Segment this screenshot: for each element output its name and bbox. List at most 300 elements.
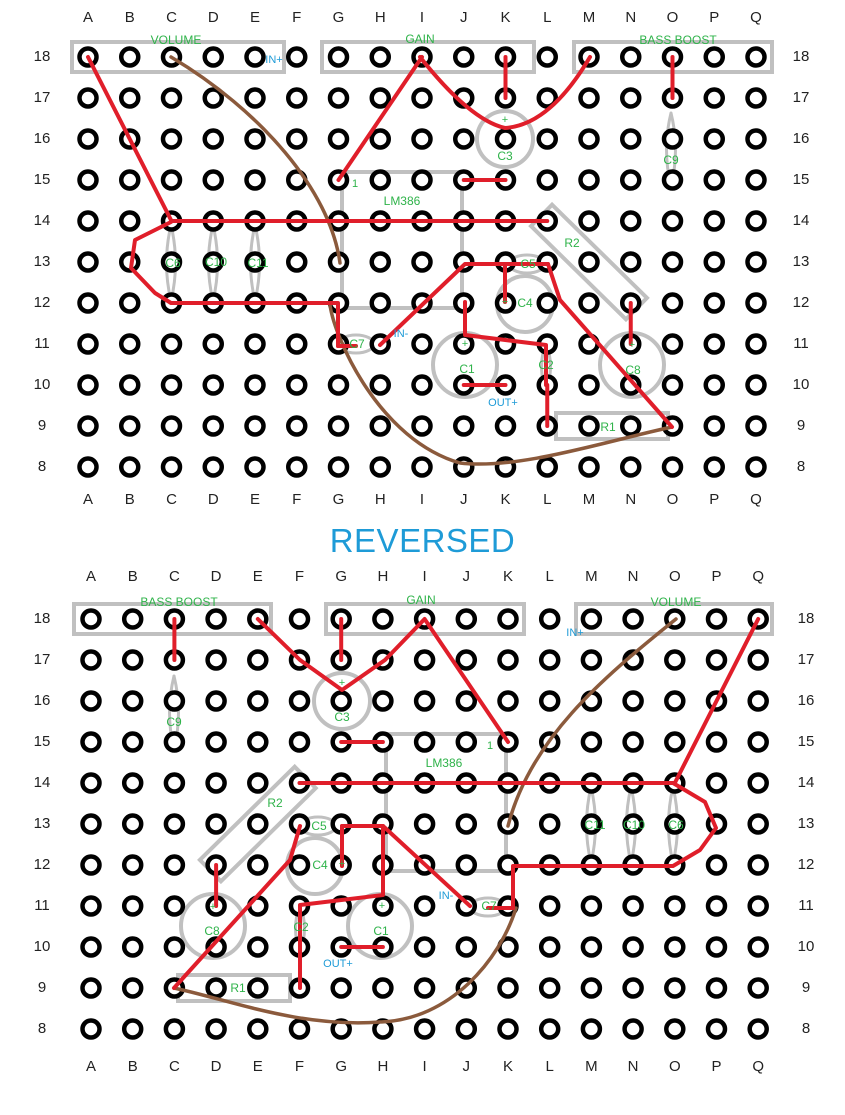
bottom-row-label-left: 11 xyxy=(34,896,50,914)
top-component-label: C3 xyxy=(497,149,513,164)
bottom-hole xyxy=(374,693,391,710)
bottom-hole xyxy=(333,693,350,710)
bottom-col-label-top: Q xyxy=(752,567,765,585)
top-component-label: C7 xyxy=(349,337,365,352)
top-hole xyxy=(121,90,138,107)
top-hole xyxy=(414,254,431,271)
bottom-hole xyxy=(83,857,100,874)
top-in-minus-label: IN- xyxy=(393,327,409,340)
bottom-hole xyxy=(124,611,141,628)
top-hole xyxy=(288,459,305,476)
bottom-hole xyxy=(708,1021,725,1038)
top-hole xyxy=(163,131,180,148)
bottom-lm386-ic xyxy=(386,734,506,871)
top-hole xyxy=(205,49,222,66)
bottom-in-plus-label: IN+ xyxy=(566,626,584,639)
top-col-label-top: J xyxy=(460,8,468,26)
top-hole xyxy=(706,131,723,148)
top-hole xyxy=(80,377,97,394)
bottom-hole xyxy=(625,693,642,710)
bottom-col-label-bottom: H xyxy=(377,1057,389,1075)
top-hole xyxy=(372,459,389,476)
bottom-col-label-top: B xyxy=(127,567,138,585)
top-hole xyxy=(205,418,222,435)
bottom-hole xyxy=(83,775,100,792)
top-hole xyxy=(622,213,639,230)
top-hole xyxy=(748,295,765,312)
bottom-polarity-plus: + xyxy=(209,900,217,913)
top-row-label-right: 18 xyxy=(792,47,810,65)
bottom-hole xyxy=(458,693,475,710)
top-hole xyxy=(622,49,639,66)
top-row-label-right: 14 xyxy=(792,211,810,229)
top-col-label-bottom: E xyxy=(249,490,261,508)
top-hole xyxy=(414,131,431,148)
bottom-hole xyxy=(249,652,266,669)
top-hole xyxy=(414,377,431,394)
bottom-hole xyxy=(666,652,683,669)
bottom-component-label: C4 xyxy=(312,858,328,873)
bottom-hole xyxy=(708,898,725,915)
bottom-hole xyxy=(666,693,683,710)
bottom-polarity-plus: + xyxy=(338,676,346,689)
top-row-label-left: 14 xyxy=(33,211,51,229)
bottom-hole xyxy=(625,980,642,997)
top-hole xyxy=(581,377,598,394)
bottom-hole xyxy=(208,816,225,833)
bottom-col-label-top: A xyxy=(85,567,97,585)
top-col-label-top: Q xyxy=(750,8,762,26)
top-hole xyxy=(205,172,222,189)
bottom-hole xyxy=(249,693,266,710)
bottom-hole xyxy=(83,980,100,997)
bottom-hole xyxy=(124,775,141,792)
top-hole xyxy=(664,131,681,148)
top-hole xyxy=(748,90,765,107)
top-hole xyxy=(622,459,639,476)
bottom-col-label-top: M xyxy=(585,567,598,585)
top-col-label-bottom: C xyxy=(166,490,177,508)
bottom-row-label-right: 14 xyxy=(797,773,815,791)
top-hole xyxy=(539,459,556,476)
bottom-row-label-right: 8 xyxy=(801,1019,811,1037)
bottom-hole xyxy=(166,898,183,915)
bottom-component-label: C5 xyxy=(311,819,327,834)
top-row-label-left: 12 xyxy=(33,293,51,311)
bottom-hole xyxy=(374,611,391,628)
bottom-hole xyxy=(583,611,600,628)
bottom-hole xyxy=(208,611,225,628)
bottom-col-label-bottom: E xyxy=(252,1057,263,1075)
top-polarity-plus: + xyxy=(461,337,469,350)
bottom-hole xyxy=(458,734,475,751)
bottom-hole xyxy=(500,693,517,710)
bottom-col-label-top: G xyxy=(335,567,348,585)
bottom-row-label-left: 12 xyxy=(33,855,51,873)
bottom-col-label-top: O xyxy=(668,567,681,585)
bottom-hole xyxy=(249,980,266,997)
bottom-hole xyxy=(708,857,725,874)
top-component-label: C9 xyxy=(663,153,679,168)
bottom-hole xyxy=(83,1021,100,1038)
bottom-hole xyxy=(249,775,266,792)
bottom-hole xyxy=(83,693,100,710)
bottom-hole xyxy=(416,898,433,915)
bottom-polarity-plus: + xyxy=(378,899,386,912)
bottom-gain-label: GAIN xyxy=(406,593,436,608)
bottom-hole xyxy=(500,611,517,628)
top-col-label-top: B xyxy=(124,8,135,26)
bottom-col-label-bottom: A xyxy=(85,1057,97,1075)
top-component-label: C8 xyxy=(625,363,641,378)
bottom-col-label-top: L xyxy=(545,567,554,585)
top-hole xyxy=(622,172,639,189)
top-hole xyxy=(121,418,138,435)
bottom-component-label: C11 xyxy=(584,818,606,833)
top-wire xyxy=(548,264,672,427)
top-col-label-top: C xyxy=(166,8,177,26)
top-hole xyxy=(497,131,514,148)
top-col-label-top: N xyxy=(625,8,637,26)
top-lm386-label: LM386 xyxy=(383,194,421,209)
top-hole xyxy=(414,459,431,476)
bottom-hole xyxy=(750,693,767,710)
top-hole xyxy=(539,131,556,148)
bottom-hole xyxy=(500,980,517,997)
top-wire xyxy=(131,222,338,346)
top-col-label-top: A xyxy=(82,8,94,26)
bottom-hole xyxy=(750,1021,767,1038)
top-hole xyxy=(414,418,431,435)
bottom-col-label-top: D xyxy=(210,567,222,585)
top-hole xyxy=(80,418,97,435)
bottom-hole xyxy=(291,693,308,710)
top-hole xyxy=(288,131,305,148)
top-hole xyxy=(121,172,138,189)
bottom-hole xyxy=(500,652,517,669)
bottom-hole xyxy=(124,693,141,710)
bottom-hole xyxy=(291,611,308,628)
bottom-hole xyxy=(708,980,725,997)
bottom-hole xyxy=(500,1021,517,1038)
bottom-hole xyxy=(416,939,433,956)
top-component-label: C6 xyxy=(165,256,181,271)
bottom-hole xyxy=(541,939,558,956)
top-row-label-left: 10 xyxy=(33,375,51,393)
bottom-component-label: C3 xyxy=(334,710,350,725)
top-hole xyxy=(330,131,347,148)
bottom-hole xyxy=(458,857,475,874)
top-col-label-bottom: B xyxy=(124,490,135,508)
bottom-col-label-top: P xyxy=(711,567,722,585)
top-row-label-right: 10 xyxy=(792,375,810,393)
bottom-col-label-top: N xyxy=(627,567,639,585)
bottom-hole xyxy=(458,816,475,833)
top-hole xyxy=(414,336,431,353)
top-hole xyxy=(372,254,389,271)
bottom-hole xyxy=(666,980,683,997)
bottom-in-minus-label: IN- xyxy=(438,889,454,902)
bottom-hole xyxy=(666,898,683,915)
bottom-col-label-bottom: F xyxy=(294,1057,305,1075)
top-hole xyxy=(622,254,639,271)
bottom-hole xyxy=(83,652,100,669)
top-pin1-label: 1 xyxy=(351,177,359,190)
bottom-row-label-left: 17 xyxy=(33,650,51,668)
top-gain-label: GAIN xyxy=(405,32,435,47)
bottom-row-label-right: 11 xyxy=(798,896,814,914)
top-col-label-top: E xyxy=(249,8,261,26)
top-component-label: R2 xyxy=(564,236,580,251)
top-hole xyxy=(748,49,765,66)
top-row-label-left: 9 xyxy=(37,416,47,434)
bottom-col-label-bottom: N xyxy=(627,1057,639,1075)
bottom-col-label-top: F xyxy=(294,567,305,585)
bottom-hole xyxy=(625,939,642,956)
top-hole xyxy=(288,90,305,107)
top-hole xyxy=(414,172,431,189)
top-hole xyxy=(706,459,723,476)
top-polarity-plus: + xyxy=(501,113,509,126)
bottom-col-label-top: I xyxy=(422,567,427,585)
bottom-lm386-label: LM386 xyxy=(425,756,463,771)
bottom-hole xyxy=(83,816,100,833)
bottom-hole xyxy=(458,1021,475,1038)
top-row-label-right: 16 xyxy=(792,129,810,147)
top-row-label-left: 17 xyxy=(33,88,51,106)
top-hole xyxy=(205,459,222,476)
top-hole xyxy=(372,295,389,312)
top-hole xyxy=(163,336,180,353)
bottom-hole xyxy=(249,734,266,751)
bottom-col-label-bottom: M xyxy=(585,1057,598,1075)
top-hole xyxy=(581,295,598,312)
top-col-label-top: K xyxy=(500,8,511,26)
top-col-label-bottom: J xyxy=(460,490,468,508)
top-hole xyxy=(581,254,598,271)
bottom-row-label-left: 15 xyxy=(33,732,51,750)
top-hole xyxy=(205,336,222,353)
top-col-label-top: H xyxy=(374,8,386,26)
top-hole xyxy=(330,418,347,435)
bottom-row-label-right: 18 xyxy=(797,609,815,627)
top-hole xyxy=(372,418,389,435)
top-hole xyxy=(539,172,556,189)
top-hole xyxy=(706,172,723,189)
top-col-label-top: F xyxy=(292,8,302,26)
bottom-hole xyxy=(416,693,433,710)
top-hole xyxy=(288,377,305,394)
bottom-row-label-left: 18 xyxy=(33,609,51,627)
bottom-volume-label: VOLUME xyxy=(650,595,702,610)
top-hole xyxy=(581,90,598,107)
bottom-row-label-right: 16 xyxy=(797,691,815,709)
bottom-component-label: C7 xyxy=(481,899,497,914)
bottom-hole xyxy=(124,898,141,915)
top-row-label-left: 15 xyxy=(33,170,51,188)
bottom-hole xyxy=(291,734,308,751)
top-hole xyxy=(80,90,97,107)
bottom-col-label-bottom: J xyxy=(462,1057,471,1075)
bottom-row-label-right: 15 xyxy=(797,732,815,750)
bottom-hole xyxy=(750,898,767,915)
top-hole xyxy=(455,49,472,66)
bottom-hole xyxy=(458,652,475,669)
top-hole xyxy=(372,90,389,107)
bottom-hole xyxy=(625,898,642,915)
top-hole xyxy=(163,418,180,435)
bottom-hole xyxy=(166,857,183,874)
top-hole xyxy=(664,254,681,271)
top-hole xyxy=(330,49,347,66)
bottom-hole xyxy=(124,857,141,874)
top-hole xyxy=(706,418,723,435)
bottom-col-label-top: K xyxy=(502,567,514,585)
top-hole xyxy=(706,377,723,394)
top-hole xyxy=(706,49,723,66)
top-hole xyxy=(748,418,765,435)
top-hole xyxy=(372,131,389,148)
bottom-hole xyxy=(124,816,141,833)
bottom-col-label-bottom: B xyxy=(127,1057,138,1075)
top-col-label-bottom: O xyxy=(666,490,679,508)
bottom-hole xyxy=(708,775,725,792)
top-hole xyxy=(247,49,264,66)
bottom-hole xyxy=(249,939,266,956)
bottom-col-label-bottom: L xyxy=(545,1057,554,1075)
top-hole xyxy=(581,459,598,476)
bottom-hole xyxy=(666,1021,683,1038)
bottom-row-label-left: 9 xyxy=(37,978,47,996)
top-hole xyxy=(163,172,180,189)
bottom-hole xyxy=(166,1021,183,1038)
top-hole xyxy=(80,336,97,353)
top-col-label-bottom: A xyxy=(82,490,94,508)
top-hole xyxy=(121,49,138,66)
bottom-hole xyxy=(541,980,558,997)
top-hole xyxy=(748,336,765,353)
top-hole xyxy=(288,254,305,271)
top-hole xyxy=(121,213,138,230)
bottom-col-label-top: E xyxy=(252,567,263,585)
top-volume-label: VOLUME xyxy=(150,33,202,48)
top-hole xyxy=(622,90,639,107)
bottom-component-label: C9 xyxy=(166,715,182,730)
bottom-row-label-left: 16 xyxy=(33,691,51,709)
top-col-label-bottom: N xyxy=(625,490,637,508)
bottom-component-label: C10 xyxy=(622,818,646,833)
bottom-hole xyxy=(291,1021,308,1038)
top-hole xyxy=(205,377,222,394)
top-hole xyxy=(205,90,222,107)
bottom-hole xyxy=(333,980,350,997)
top-row-label-right: 11 xyxy=(793,334,809,352)
bottom-hole xyxy=(583,652,600,669)
bottom-hole xyxy=(249,816,266,833)
bottom-hole xyxy=(750,652,767,669)
bottom-wire xyxy=(258,619,508,742)
top-hole xyxy=(414,90,431,107)
bottom-col-label-bottom: I xyxy=(422,1057,427,1075)
top-out-plus-label: OUT+ xyxy=(488,396,518,409)
bottom-hole xyxy=(708,652,725,669)
top-hole xyxy=(748,131,765,148)
bottom-hole xyxy=(750,939,767,956)
bottom-component-label: R2 xyxy=(267,796,283,811)
top-hole xyxy=(205,131,222,148)
top-col-label-bottom: L xyxy=(543,490,552,508)
top-hole xyxy=(664,213,681,230)
bottom-hole xyxy=(374,980,391,997)
top-hole xyxy=(748,254,765,271)
bottom-hole xyxy=(416,652,433,669)
top-hole xyxy=(247,418,264,435)
top-col-label-bottom: Q xyxy=(750,490,762,508)
top-hole xyxy=(748,377,765,394)
bottom-hole xyxy=(625,1021,642,1038)
top-hole xyxy=(706,295,723,312)
bottom-row-label-right: 10 xyxy=(797,937,815,955)
top-row-label-right: 17 xyxy=(792,88,810,106)
bottom-hole xyxy=(166,734,183,751)
top-col-label-bottom: K xyxy=(500,490,511,508)
top-hole xyxy=(455,131,472,148)
top-hole xyxy=(121,459,138,476)
top-hole xyxy=(121,336,138,353)
top-col-label-bottom: G xyxy=(332,490,345,508)
bottom-hole xyxy=(625,611,642,628)
bottom-hole xyxy=(458,611,475,628)
top-hole xyxy=(288,49,305,66)
top-col-label-bottom: P xyxy=(709,490,720,508)
bottom-hole xyxy=(208,693,225,710)
bottom-row-label-right: 13 xyxy=(797,814,815,832)
top-hole xyxy=(706,90,723,107)
top-lm386-ic xyxy=(342,172,462,308)
bottom-hole xyxy=(541,898,558,915)
bottom-hole xyxy=(166,775,183,792)
top-hole xyxy=(581,131,598,148)
top-hole xyxy=(706,254,723,271)
bottom-hole xyxy=(208,980,225,997)
top-hole xyxy=(372,172,389,189)
bottom-polarity-plus: + xyxy=(338,857,346,870)
top-hole xyxy=(288,418,305,435)
bottom-hole xyxy=(124,734,141,751)
top-component-label: C4 xyxy=(517,296,533,311)
bottom-hole xyxy=(208,652,225,669)
top-col-label-bottom: D xyxy=(207,490,219,508)
top-hole xyxy=(80,459,97,476)
top-row-label-left: 18 xyxy=(33,47,51,65)
top-hole xyxy=(581,172,598,189)
bottom-hole xyxy=(541,816,558,833)
top-hole xyxy=(247,377,264,394)
top-hole xyxy=(330,377,347,394)
top-component-label: C11 xyxy=(247,256,269,271)
top-hole xyxy=(163,377,180,394)
bottom-component-label: C2 xyxy=(293,920,309,935)
top-component-label: C2 xyxy=(538,358,554,373)
top-hole xyxy=(581,418,598,435)
top-row-label-right: 9 xyxy=(796,416,806,434)
bottom-hole xyxy=(208,1021,225,1038)
top-polarity-plus: + xyxy=(501,295,509,308)
bottom-hole xyxy=(124,652,141,669)
bottom-out-plus-label: OUT+ xyxy=(323,957,353,970)
bottom-hole xyxy=(583,1021,600,1038)
bottom-hole xyxy=(83,734,100,751)
